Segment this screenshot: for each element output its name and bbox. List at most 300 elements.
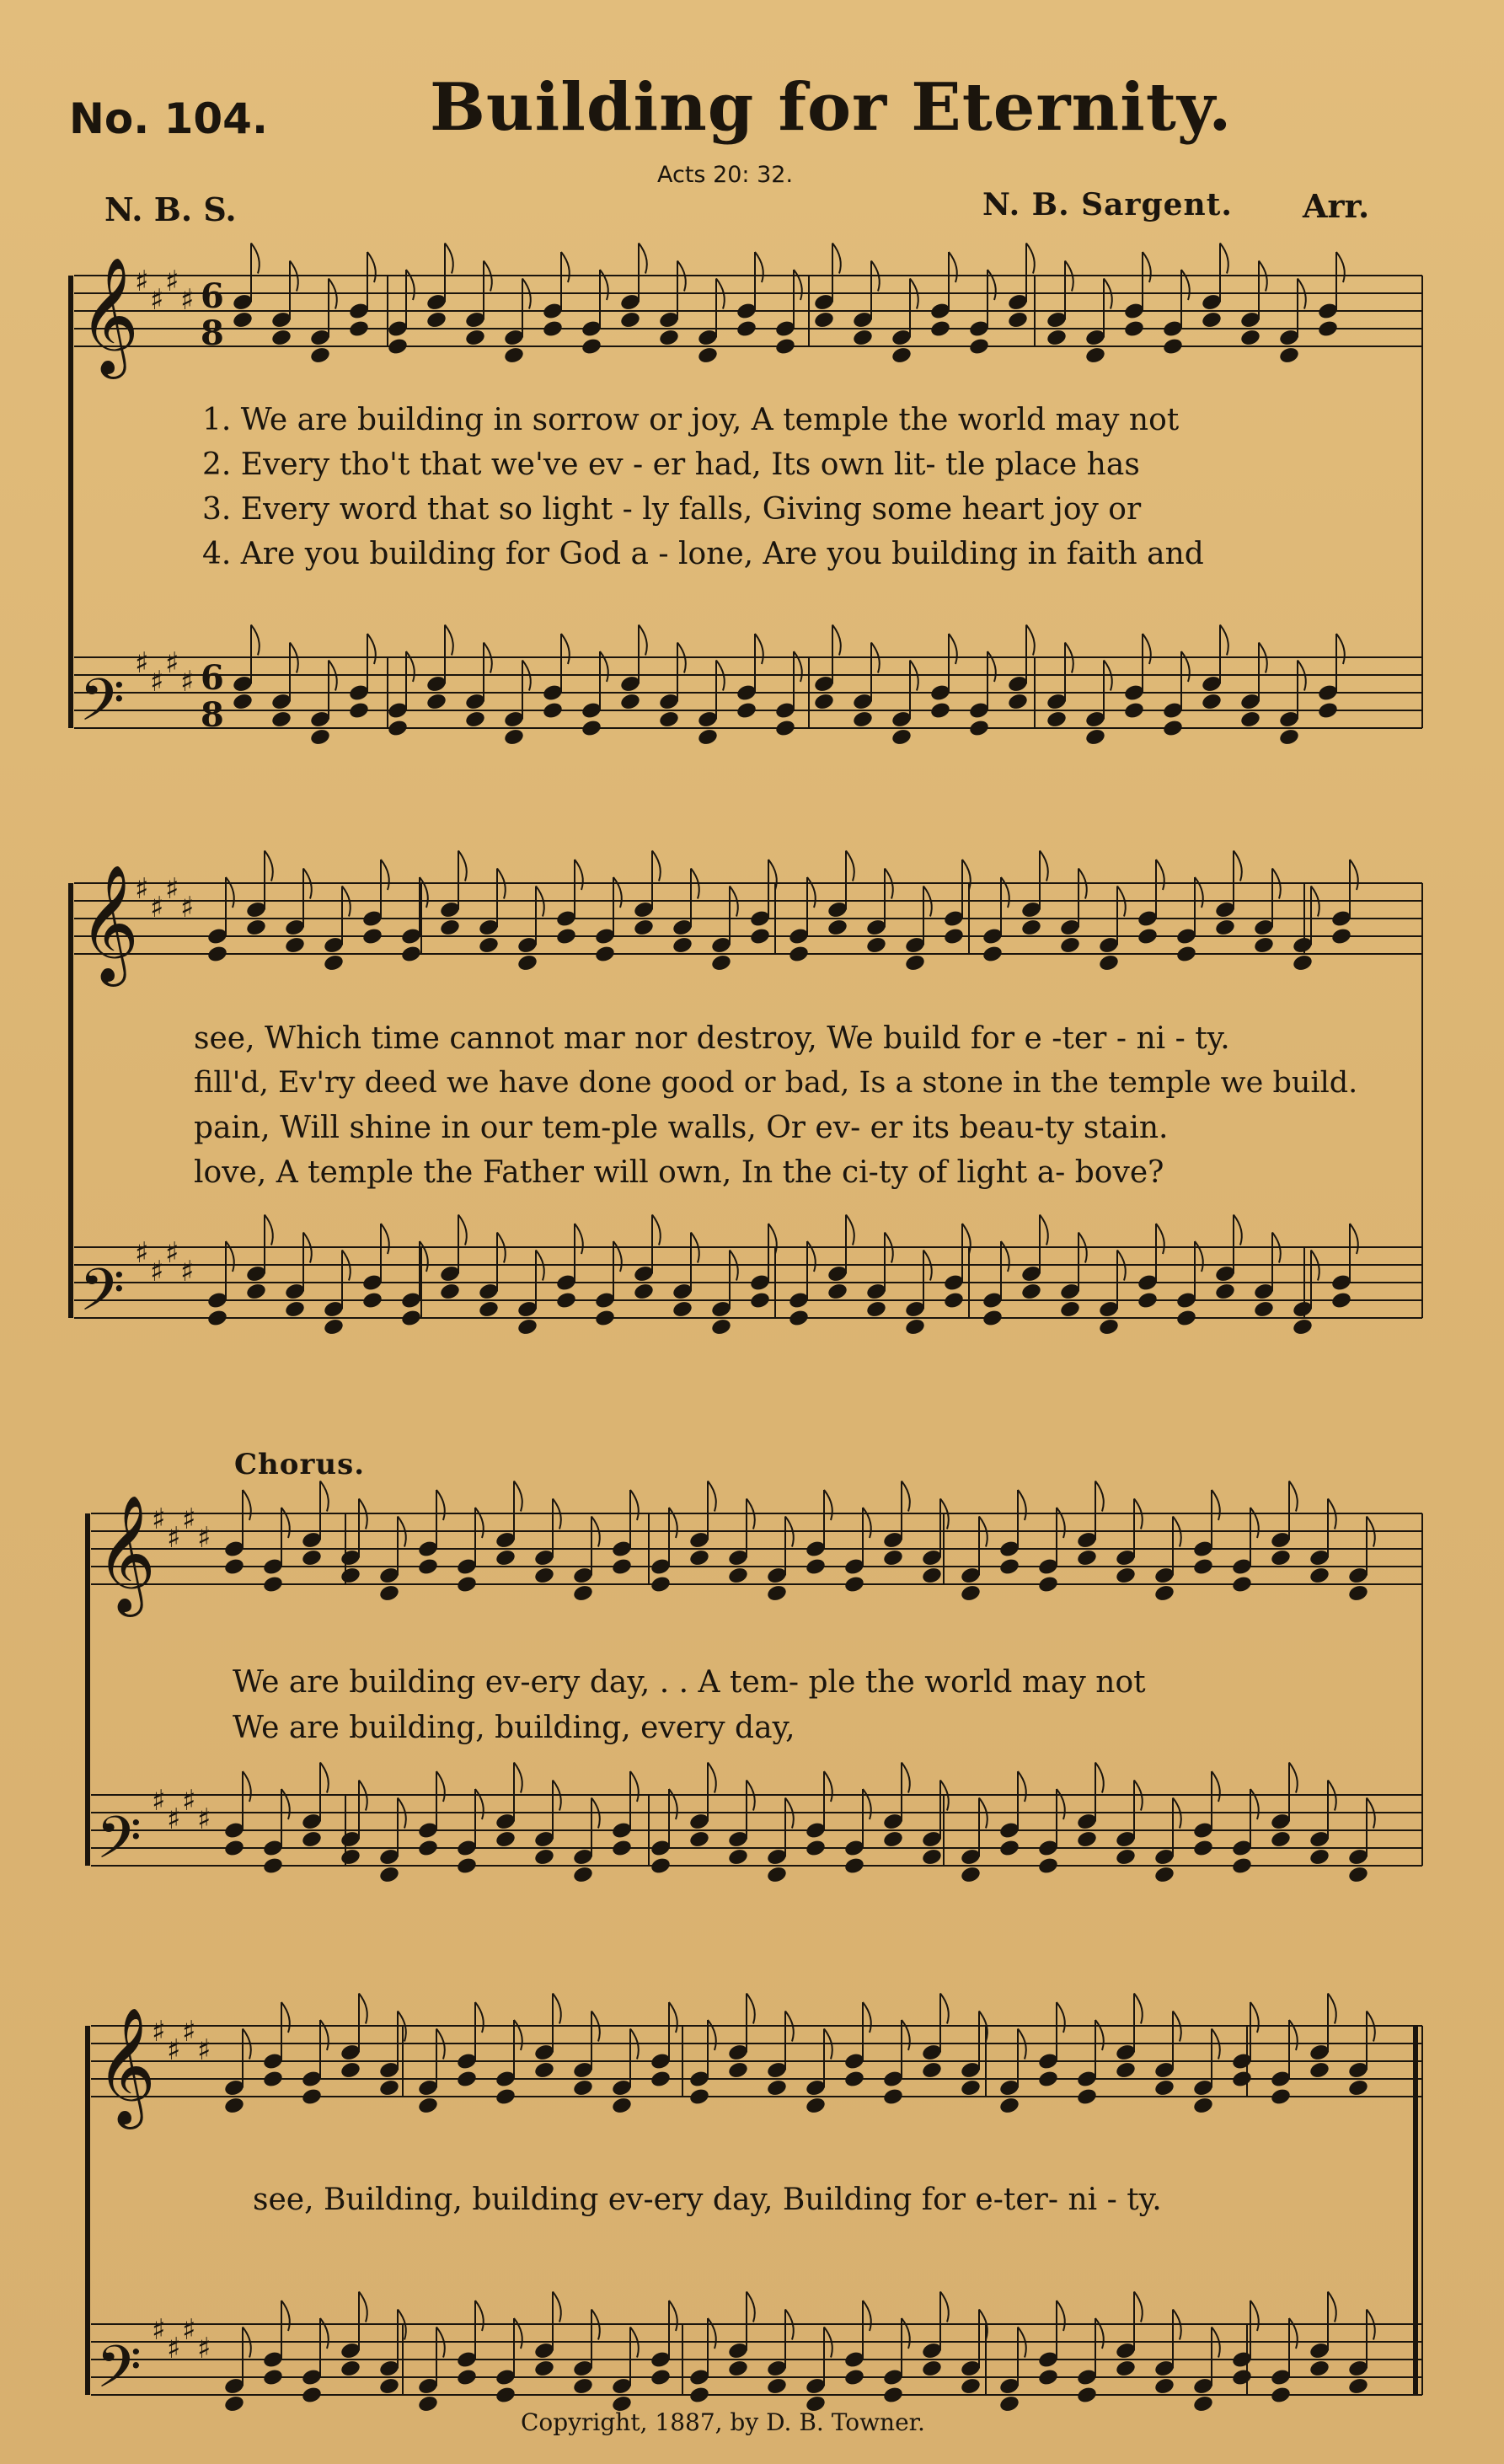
note-head — [843, 1575, 865, 1594]
note-head — [301, 1548, 323, 1567]
sharp-sign: ♯ — [182, 1503, 196, 1536]
note-flag — [458, 851, 467, 881]
note-head — [1201, 692, 1223, 711]
note-head — [1076, 1829, 1098, 1849]
sharp-sign: ♯ — [152, 1784, 166, 1818]
note-head — [555, 927, 577, 946]
note-head — [766, 2078, 788, 2097]
note-head — [921, 1566, 943, 1585]
note-head — [882, 1829, 904, 1849]
note-head — [960, 1583, 982, 1603]
note-head — [1239, 328, 1261, 347]
note-head — [1231, 2368, 1253, 2387]
note-flag — [863, 1508, 871, 1538]
note-head — [1084, 345, 1106, 365]
sharp-sign: ♯ — [167, 1521, 181, 1555]
note-flag — [600, 651, 608, 682]
note-head — [727, 2060, 749, 2080]
note-flag — [1026, 244, 1035, 274]
sharp-sign: ♯ — [165, 265, 179, 298]
sharp-sign: ♯ — [182, 1784, 196, 1818]
note-head — [284, 1299, 306, 1319]
note-flag — [359, 2292, 367, 2322]
note-flag — [553, 2292, 561, 2322]
time-signature: 8 — [201, 695, 224, 735]
note-flag — [243, 1490, 251, 1520]
note-head — [340, 1847, 361, 1867]
note-head — [843, 1856, 865, 1876]
note-head — [658, 710, 680, 729]
note-flag — [1212, 1490, 1220, 1520]
note-head — [340, 2060, 361, 2080]
note-flag — [1350, 860, 1358, 890]
note-flag — [824, 1490, 832, 1520]
note-head — [1347, 1583, 1369, 1603]
note-head — [533, 2060, 555, 2080]
note-head — [309, 345, 331, 365]
note-head — [478, 1299, 500, 1319]
note-head — [697, 345, 719, 365]
note-head — [542, 319, 564, 339]
verse-3-line-2: pain, Will shine in our tem-ple walls, Or ev- er its beau-ty stain. — [194, 1111, 1169, 1145]
note-head — [301, 1829, 323, 1849]
note-head — [727, 2359, 749, 2378]
note-flag — [1095, 2318, 1104, 2349]
note-flag — [458, 1215, 467, 1245]
note-flag — [794, 270, 802, 300]
note-head — [921, 2060, 943, 2080]
note-head — [1270, 2386, 1292, 2405]
note-head — [387, 337, 409, 356]
note-flag — [1336, 252, 1345, 282]
clef-symbol: 𝄢 — [79, 666, 126, 748]
note-head — [929, 701, 951, 720]
note-head — [456, 2070, 478, 2089]
note-head — [400, 1309, 422, 1328]
note-flag — [1195, 1241, 1203, 1272]
note-head — [882, 2386, 904, 2405]
note-head — [788, 1309, 810, 1328]
note-flag — [669, 1789, 677, 1819]
note-flag — [1001, 1241, 1009, 1272]
note-head — [495, 2087, 516, 2107]
note-head — [1317, 701, 1339, 720]
sharp-sign: ♯ — [167, 1802, 181, 1836]
note-flag — [281, 1789, 290, 1819]
note-flag — [794, 651, 802, 682]
note-flag — [1250, 1508, 1259, 1538]
clef-symbol: 𝄢 — [96, 1803, 142, 1886]
note-head — [688, 2087, 710, 2107]
note-flag — [807, 1241, 816, 1272]
note-flag — [1234, 851, 1242, 881]
note-head — [1153, 2078, 1175, 2097]
note-flag — [1095, 2020, 1104, 2050]
note-flag — [1057, 1508, 1065, 1538]
note-head — [417, 2394, 439, 2413]
verse-1-line-2: see, Which time cannot mar nor destroy, We build for e -ter - ni - ty. — [194, 1021, 1230, 1056]
note-head — [262, 1575, 284, 1594]
note-head — [1098, 953, 1120, 972]
note-head — [223, 1839, 245, 1858]
verse-3-line-1: 3. Every word that so light - ly falls, Giving some heart joy or — [202, 492, 1142, 527]
note-head — [943, 927, 965, 946]
clef-symbol: 𝄞 — [79, 257, 139, 374]
note-flag — [708, 1763, 716, 1793]
note-head — [262, 1856, 284, 1876]
note-head — [1270, 2087, 1292, 2107]
note-head — [1239, 710, 1261, 729]
note-flag — [1134, 1994, 1143, 2024]
note-head — [852, 328, 874, 347]
note-flag — [863, 1789, 871, 1819]
note-head — [650, 1856, 672, 1876]
note-head — [998, 2394, 1020, 2413]
note-head — [688, 2386, 710, 2405]
note-head — [1253, 935, 1275, 955]
note-head — [1076, 1548, 1098, 1567]
verse-4-line-2: love, A temple the Father will own, In the ci-ty of light a- bove? — [194, 1155, 1164, 1190]
note-head — [805, 1557, 827, 1577]
note-flag — [940, 1994, 949, 2024]
note-head — [827, 918, 848, 937]
note-head — [650, 1575, 672, 1594]
note-head — [736, 319, 757, 339]
note-flag — [1250, 2301, 1259, 2331]
note-flag — [902, 2318, 910, 2349]
note-flag — [613, 1241, 622, 1272]
note-flag — [1143, 634, 1151, 664]
note-head — [1175, 1309, 1197, 1328]
sharp-sign: ♯ — [182, 2015, 196, 2049]
note-head — [672, 935, 693, 955]
note-head — [1309, 1847, 1330, 1867]
hymn-title: Building for Eternity. — [430, 69, 1233, 146]
chorus-line-2: see, Building, building ev-ery day, Building for e-ter- ni - ty. — [253, 2183, 1162, 2217]
note-head — [852, 710, 874, 729]
note-head — [464, 328, 486, 347]
note-flag — [669, 1508, 677, 1538]
note-head — [495, 2386, 516, 2405]
note-flag — [902, 2020, 910, 2050]
note-head — [1201, 310, 1223, 329]
chorus-line-1a: We are building ev-ery day, . . A tem- ple the world may not — [233, 1665, 1146, 1700]
note-flag — [1057, 1789, 1065, 1819]
note-flag — [251, 244, 260, 274]
note-flag — [1250, 1789, 1259, 1819]
note-head — [904, 953, 926, 972]
sharp-sign: ♯ — [135, 1236, 149, 1270]
sharp-sign: ♯ — [135, 265, 149, 298]
note-head — [982, 1309, 1004, 1328]
note-flag — [1289, 2318, 1298, 2349]
note-head — [245, 918, 267, 937]
note-head — [1084, 727, 1106, 747]
note-flag — [846, 851, 854, 881]
time-signature: 6 — [201, 276, 224, 316]
note-head — [245, 1282, 267, 1301]
note-head — [1037, 1856, 1059, 1876]
note-head — [426, 692, 447, 711]
note-head — [960, 1865, 982, 1884]
note-head — [921, 2359, 943, 2378]
note-head — [1192, 1557, 1214, 1577]
note-head — [1347, 2078, 1369, 2097]
note-flag — [320, 1763, 329, 1793]
note-flag — [1350, 1224, 1358, 1254]
sharp-sign: ♯ — [152, 2313, 166, 2347]
note-flag — [1212, 1771, 1220, 1802]
note-head — [766, 2376, 788, 2396]
note-flag — [553, 1994, 561, 2024]
note-flag — [1095, 1763, 1104, 1793]
note-flag — [832, 625, 841, 656]
note-flag — [755, 252, 763, 282]
note-flag — [1040, 851, 1048, 881]
note-flag — [475, 1508, 484, 1538]
sharp-sign: ♯ — [135, 872, 149, 906]
note-flag — [1181, 651, 1190, 682]
note-head — [736, 701, 757, 720]
note-flag — [561, 252, 570, 282]
note-flag — [639, 244, 647, 274]
note-head — [1020, 918, 1042, 937]
sharp-sign: ♯ — [165, 1236, 179, 1270]
note-flag — [652, 851, 661, 881]
note-head — [1231, 2070, 1253, 2089]
note-head — [982, 945, 1004, 964]
note-flag — [1220, 625, 1228, 656]
note-flag — [1026, 625, 1035, 656]
note-head — [542, 701, 564, 720]
note-head — [688, 1829, 710, 1849]
note-head — [1037, 1575, 1059, 1594]
note-head — [495, 1548, 516, 1567]
time-signature: 6 — [201, 658, 224, 698]
note-head — [378, 1865, 400, 1884]
note-flag — [320, 2020, 329, 2050]
sharp-sign: ♯ — [180, 665, 195, 699]
note-flag — [1328, 1994, 1336, 2024]
note-flag — [902, 1481, 910, 1512]
note-head — [788, 945, 810, 964]
note-head — [960, 2376, 982, 2396]
note-head — [270, 710, 292, 729]
sharp-sign: ♯ — [152, 1503, 166, 1536]
note-head — [891, 727, 913, 747]
note-flag — [747, 1994, 755, 2024]
note-head — [206, 945, 228, 964]
note-head — [323, 1317, 345, 1336]
time-signature: 8 — [201, 313, 224, 353]
note-flag — [949, 634, 957, 664]
note-head — [882, 2087, 904, 2107]
note-head — [749, 1291, 771, 1310]
note-head — [378, 2376, 400, 2396]
note-head — [1153, 2376, 1175, 2396]
note-flag — [445, 244, 453, 274]
note-flag — [1220, 244, 1228, 274]
note-flag — [320, 1481, 329, 1512]
note-flag — [832, 244, 841, 274]
note-head — [1330, 1291, 1352, 1310]
note-head — [1292, 953, 1314, 972]
note-head — [766, 1583, 788, 1603]
note-head — [223, 2394, 245, 2413]
sharp-sign: ♯ — [167, 2033, 181, 2067]
note-head — [672, 1299, 693, 1319]
note-head — [710, 1317, 732, 1336]
note-flag — [863, 2002, 871, 2033]
note-head — [805, 2096, 827, 2115]
note-flag — [575, 860, 583, 890]
note-head — [865, 935, 887, 955]
note-flag — [320, 2318, 329, 2349]
note-flag — [824, 1771, 832, 1802]
note-head — [206, 1309, 228, 1328]
note-head — [309, 727, 331, 747]
note-head — [727, 1847, 749, 1867]
note-head — [805, 1839, 827, 1858]
sharp-sign: ♯ — [197, 2033, 211, 2067]
note-flag — [1018, 1771, 1026, 1802]
note-head — [1162, 337, 1184, 356]
note-head — [340, 1566, 361, 1585]
note-head — [943, 1291, 965, 1310]
note-head — [1046, 710, 1068, 729]
note-flag — [1134, 2292, 1143, 2322]
note-head — [1115, 2359, 1137, 2378]
note-flag — [669, 2002, 677, 2033]
note-head — [1292, 1317, 1314, 1336]
note-head — [813, 310, 835, 329]
sharp-sign: ♯ — [180, 891, 195, 924]
note-flag — [863, 2301, 871, 2331]
note-head — [1123, 701, 1145, 720]
note-head — [1059, 1299, 1081, 1319]
note-head — [827, 1282, 848, 1301]
note-head — [998, 1839, 1020, 1858]
note-flag — [1001, 877, 1009, 908]
note-head — [581, 337, 602, 356]
arranger-credit: Arr. — [1303, 187, 1370, 225]
note-flag — [243, 1771, 251, 1802]
note-head — [1192, 2096, 1214, 2115]
chorus-line-1b: We are building, building, every day, — [233, 1711, 795, 1745]
note-head — [619, 310, 641, 329]
note-flag — [1336, 634, 1345, 664]
note-flag — [1289, 1763, 1298, 1793]
note-head — [262, 2368, 284, 2387]
note-head — [921, 1847, 943, 1867]
note-flag — [988, 651, 996, 682]
note-head — [533, 1847, 555, 1867]
note-head — [262, 2070, 284, 2089]
sharp-sign: ♯ — [182, 2313, 196, 2347]
note-head — [232, 692, 254, 711]
note-flag — [514, 2318, 522, 2349]
note-head — [843, 2368, 865, 2387]
note-head — [1175, 945, 1197, 964]
note-flag — [436, 1771, 445, 1802]
note-flag — [755, 634, 763, 664]
note-head — [1330, 927, 1352, 946]
note-head — [1137, 927, 1159, 946]
note-head — [348, 701, 370, 720]
note-head — [1137, 1291, 1159, 1310]
note-flag — [1181, 270, 1190, 300]
note-flag — [1195, 877, 1203, 908]
note-head — [223, 2096, 245, 2115]
clef-symbol: 𝄞 — [96, 1495, 156, 1612]
note-head — [400, 945, 422, 964]
note-head — [1231, 1575, 1253, 1594]
note-flag — [514, 2020, 522, 2050]
note-head — [998, 2096, 1020, 2115]
chorus-label: Chorus. — [234, 1448, 366, 1481]
note-head — [378, 2078, 400, 2097]
note-flag — [281, 2002, 290, 2033]
note-head — [533, 2359, 555, 2378]
note-head — [697, 727, 719, 747]
note-head — [650, 2070, 672, 2089]
note-head — [572, 1865, 594, 1884]
composer-credit: N. B. Sargent. — [982, 187, 1233, 222]
note-head — [456, 2368, 478, 2387]
note-head — [1214, 1282, 1236, 1301]
note-head — [323, 953, 345, 972]
note-head — [572, 2078, 594, 2097]
note-head — [710, 953, 732, 972]
note-head — [1317, 319, 1339, 339]
sharp-sign: ♯ — [165, 872, 179, 906]
note-head — [1309, 2359, 1330, 2378]
note-head — [301, 2087, 323, 2107]
note-head — [1123, 319, 1145, 339]
note-head — [633, 1282, 655, 1301]
note-head — [361, 1291, 383, 1310]
note-flag — [561, 634, 570, 664]
note-flag — [367, 634, 376, 664]
note-head — [533, 1566, 555, 1585]
note-flag — [475, 2002, 484, 2033]
note-flag — [265, 1215, 273, 1245]
note-head — [340, 2359, 361, 2378]
note-head — [1270, 1829, 1292, 1849]
note-flag — [708, 2020, 716, 2050]
note-flag — [613, 877, 622, 908]
note-head — [464, 710, 486, 729]
note-head — [1076, 2087, 1098, 2107]
note-head — [766, 1865, 788, 1884]
note-head — [611, 1557, 633, 1577]
note-flag — [575, 1224, 583, 1254]
note-head — [1278, 727, 1300, 747]
note-head — [1076, 2386, 1098, 2405]
note-head — [378, 1583, 400, 1603]
note-flag — [475, 2301, 484, 2331]
note-flag — [226, 877, 234, 908]
note-head — [727, 1566, 749, 1585]
note-flag — [988, 270, 996, 300]
note-head — [843, 2070, 865, 2089]
note-flag — [747, 2292, 755, 2322]
note-head — [223, 1557, 245, 1577]
note-flag — [846, 1215, 854, 1245]
note-head — [1037, 2070, 1059, 2089]
note-flag — [281, 1508, 290, 1538]
note-flag — [940, 2292, 949, 2322]
